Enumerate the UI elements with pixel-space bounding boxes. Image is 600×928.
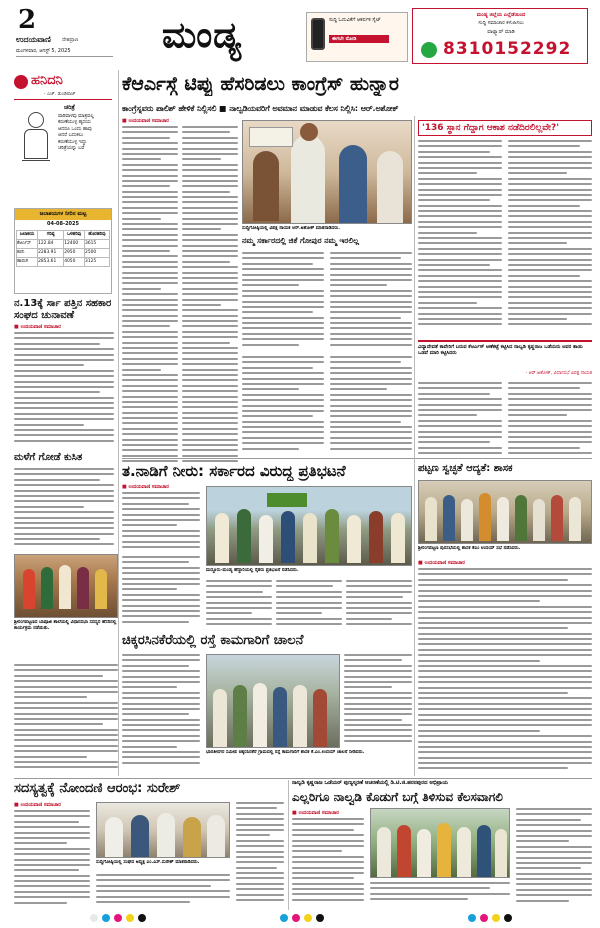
app-ad-sub: ಈಗಲೇ ನೋಡಿ <box>329 35 389 43</box>
tn-body-col3 <box>122 556 200 628</box>
cartoon-illustration <box>18 112 54 172</box>
app-ad <box>306 12 408 62</box>
main-lower-col4 <box>508 382 592 458</box>
main-lower-col3 <box>418 382 502 458</box>
main-body-col2 <box>182 126 238 476</box>
registration-mark <box>102 914 110 922</box>
pull-quote-box <box>418 340 592 376</box>
poem-line: ಚರಿತ್ರೆಯನ್ನು ಬರೆ <box>58 146 85 152</box>
poem-line: ಆದರೂ ಒಂದು ಹಾವು <box>58 126 92 132</box>
tn-title: ತ.ನಾಡಿಗೆ ನೀರು: ಸರ್ಕಾರದ ವಿರುದ್ಧ ಪ್ರತಿಭಟನೆ <box>122 462 346 480</box>
table-cell: 3615 <box>85 240 110 249</box>
poem-line: ಪಾರಿವಾಳವು ಮಾತ್ರವಲ್ಲ <box>58 114 94 119</box>
table-cell: 4050 <box>64 258 85 267</box>
bottom-left-body-col1 <box>14 810 90 908</box>
poem-line: ಆದರೆ ಬದುಕಲು <box>58 133 84 139</box>
subhead-body-col1 <box>242 252 324 352</box>
bottom-left-body-col3 <box>236 802 284 908</box>
column-rule <box>118 70 119 776</box>
main-body-col1 <box>122 126 178 476</box>
honey-box <box>14 72 112 200</box>
registration-mark <box>468 914 476 922</box>
press-meet-caption: ಸುದ್ದಿಗೋಷ್ಠಿಯಲ್ಲಿ ಸಂಘದ ಅಧ್ಯಕ್ಷ ಎಂ.ಎಸ್.ಸುರೇಶ್ ಮಾತನಾಡಿದರು. <box>96 860 200 865</box>
side-quote: '136 ಸ್ಥಾನ ಗೆದ್ದಾಗ ಆಕಾಶ ನಡೆದಿರಲಿಲ್ಲವೇ?' <box>418 120 592 136</box>
dam-table-title: ಜಲಾಶಯಗಳ ನೀರಿನ ಮಟ್ಟ <box>15 209 111 220</box>
bottom-right-body-col2 <box>370 882 510 908</box>
road-title: ಚಿಕ್ಕರಸಿನಕೆರೆಯಲ್ಲಿ ರಸ್ತೆ ಕಾಮಗಾರಿಗೆ ಚಾಲನೆ <box>122 633 304 648</box>
left-story2-title: ಮಳೆಗೆ ಗೋಡೆ ಕುಸಿತ <box>14 452 83 463</box>
table-cell: ಕೆಆರ್ಎಸ್ <box>17 240 38 249</box>
phone-icon <box>311 18 325 50</box>
honey-author: - ಎಚ್. ಡುಂಡಿರಾಜ್ <box>44 92 76 97</box>
main-title: ಕೆಆರ್ಎಸ್ಗೆ ಟಿಪ್ಪು ಹೆಸರಿಡಲು ಕಾಂಗ್ರೆಸ್ ಹುನ್ನಾರ <box>122 73 399 95</box>
left-story1-body <box>14 332 114 448</box>
bottom-right-title: ಎಲ್ಲರಿಗೂ ನಾಲ್ವಡಿ ಕೊಡುಗೆ ಬಗ್ಗೆ ತಿಳಿಸುವ ಕೆಲಸವಾಗಲಿ <box>292 790 503 804</box>
table-cell: 2283.91 <box>38 249 64 258</box>
protest-photo <box>206 486 412 566</box>
registration-mark <box>114 914 122 922</box>
bottom-left-byline: ■ ಉದಯವಾಣಿ ಸಮಾಚಾರ <box>14 802 61 808</box>
bottom-right-body-col1 <box>292 818 364 908</box>
tn-byline: ■ ಉದಯವಾಣಿ ಸಮಾಚಾರ <box>122 484 169 490</box>
table-cell: 2500 <box>85 249 110 258</box>
paper-tag: ದೇಶಪ್ರಾಣ <box>62 37 79 43</box>
registration-mark <box>280 914 288 922</box>
registration-mark <box>292 914 300 922</box>
left-story2-body <box>14 468 114 550</box>
ceremony-photo <box>370 808 510 878</box>
table-header: ಒಳಹರಿವು <box>64 231 85 240</box>
column-rule <box>288 780 289 910</box>
registration-mark <box>504 914 512 922</box>
table-header: ಹೊರಹರಿವು <box>85 231 110 240</box>
table-header: ಗರಿಷ್ಠ <box>38 231 64 240</box>
dam-table <box>14 208 112 294</box>
town-byline: ■ ಉದಯವಾಣಿ ಸಮಾಚಾರ <box>418 560 465 566</box>
table-cell: ಕಬಿನಿ <box>17 249 38 258</box>
dateline: ಮಂಗಳವಾರ, ಆಗಸ್ಟ್ 5, 2025 <box>16 48 71 54</box>
poem-line: ಕರುಣೆಯುಳ್ಳ ಹೃದಯ <box>58 120 91 126</box>
poem-text <box>58 114 112 152</box>
town-body <box>418 568 592 778</box>
left-story1-byline: ■ ಉದಯವಾಣಿ ಸಮಾಚಾರ <box>14 324 61 330</box>
tn-body-col1 <box>122 492 200 552</box>
app-ad-text: ಸುದ್ದಿ ಓದುವಿಕೆಗೆ ಆಕರ್ಷಕ ಸೈಟ್ <box>329 17 381 23</box>
town-title: ಪಟ್ಟಣ ಸ್ವಚ್ಛತೆ ಆದ್ಯತೆ: ಶಾಸಕ <box>418 463 513 474</box>
registration-mark <box>304 914 312 922</box>
tn-body-col6 <box>346 580 412 628</box>
road-photo <box>206 654 340 748</box>
honey-rule <box>14 99 112 100</box>
pull-quote-author: - ಆರ್.ಅಶೋಕ್, ವಿಧಾನಸಭೆ ವಿಪಕ್ಷ ನಾಯಕ <box>525 371 592 376</box>
road-body-col1 <box>122 654 200 772</box>
meeting-photo-caption: ಶ್ರೀರಂಗಪಟ್ಟಣ ಪುರಸಭೆಯಲ್ಲಿ ಶಾಸಕ ಕೆಎಂ ಉದಯ್ ಸಭೆ ನಡೆಸಿದರು. <box>418 546 521 551</box>
honey-logo-icon <box>14 75 28 89</box>
whatsapp-ad-label: ವಾಟ್ಸ್ಯಾಪ್ ಮಾಡಿ <box>487 29 515 35</box>
poem-title: ಚರಿತ್ರೆ <box>64 104 75 111</box>
side-body-col1 <box>418 140 502 336</box>
table-cell: 2853.61 <box>38 258 64 267</box>
tn-body-col5 <box>276 580 342 628</box>
table-row <box>17 258 110 267</box>
dam-table-date: 04-08-2025 <box>47 221 79 227</box>
section-title: ಮಂಡ್ಯ <box>162 15 243 56</box>
press-meet-photo <box>96 802 230 858</box>
table-cell: 12400 <box>64 240 85 249</box>
side-body-col2 <box>508 140 592 336</box>
table-cell: 2950 <box>64 249 85 258</box>
whatsapp-ad-top: ಮಂಡ್ಯ ಜಿಲ್ಲೆಯ ಎಲ್ಲೆಡೆಯಿಂದ <box>476 12 526 18</box>
divider <box>14 778 592 779</box>
road-body-col2 <box>344 654 412 748</box>
main-title-bar <box>122 72 592 98</box>
left-lower-body <box>14 664 118 774</box>
group-photo <box>14 554 118 618</box>
whatsapp-icon <box>421 42 437 58</box>
column-rule <box>414 116 415 776</box>
main-lower-col2 <box>330 356 412 456</box>
main-lower-col1 <box>242 356 324 456</box>
registration-mark <box>316 914 324 922</box>
masthead <box>0 0 600 70</box>
tn-body-col4 <box>206 580 272 628</box>
registration-mark <box>480 914 488 922</box>
table-header: ಜಲಾಶಯ <box>17 231 38 240</box>
masthead-rule <box>16 56 113 57</box>
bottom-right-kicker: ನಾಲ್ವಡಿ ಕೃಷ್ಣರಾಜ ಒಡೆಯರ್ ಪುಣ್ಯಸ್ಮರಣೆ ಆಚರಣೆಯಲ್ಲಿ ಡಿ.ಟಿ.ಜಿ.ಹರನಪುರದ ಅಭಿಪ್ರಾಯ <box>292 780 448 786</box>
registration-mark <box>138 914 146 922</box>
left-story1-title: ನ.13ಕ್ಕೆ ರ್ಸಾ ಪತ್ತಿನ ಸಹಕಾರ ಸಂಘದ ಚುನಾವಣೆ <box>14 298 112 321</box>
group-photo-caption: ಶ್ರೀರಂಗಪಟ್ಟಣದ ಬಾಪೂಜಿ ಶಾಲೆಯಲ್ಲಿ ವಿಧಾನಸಭಾ ಸದಸ್ಯರ ಹೆಸರಿನಲ್ಲಿ ಕಾರ್ಯಕ್ರಮ ನಡೆಯಿತು. <box>14 620 117 631</box>
table-cell: ಹಾರಂಗಿ <box>17 258 38 267</box>
divider <box>122 458 592 459</box>
bottom-left-body-col2 <box>96 874 230 908</box>
honey-logo: ಹನಿದನಿ <box>31 73 63 88</box>
subhead-body-col2 <box>330 252 412 352</box>
whatsapp-ad <box>412 8 588 64</box>
table-row <box>17 249 110 258</box>
main-byline: ■ ಉದಯವಾಣಿ ಸಮಾಚಾರ <box>122 118 169 124</box>
table-cell: 3125 <box>85 258 110 267</box>
bottom-right-byline: ■ ಉದಯವಾಣಿ ಸಮಾಚಾರ <box>292 810 339 816</box>
table-cell: 122.84 <box>38 240 64 249</box>
page-number: 2 <box>18 5 37 35</box>
registration-mark <box>90 914 98 922</box>
main-photo <box>242 120 412 224</box>
registration-mark <box>492 914 500 922</box>
pull-quote-text: ವಿದ್ಯಾದೇವತೆ ಕಾವೇರಿಗೆ ಬರುವ ಕೆಆರ್ಎಸ್ ಅಣೆಕಟ್ಟೆ ಕಟ್ಟಿಸಿದ ನಾಲ್ವಡಿ ಕೃಷ್ಣರಾಜ ಒಡೆಯರು ಅವರ ತಾಯಿ ಒಡವೆ ಮಾರಿ ಕಟ್ಟಿಸಿದರು <box>418 344 583 356</box>
bottom-left-title: ಸದಸ್ಯತ್ವಕ್ಕೆ ನೋಂದಣಿ ಆರಂಭ: ಸುರೇಶ್ <box>14 781 181 796</box>
meeting-photo <box>418 480 592 544</box>
whatsapp-ad-lines: ಸುದ್ದಿ ಸಮಾಚಾರ ಕಳುಹಿಸಲು <box>478 20 524 26</box>
poem-line: ಕರುಣೆಯುಳ್ಳ ಇದ್ದು <box>58 139 87 145</box>
dam-data-table <box>16 230 110 267</box>
paper-name: ಉದಯವಾಣಿ <box>16 35 51 44</box>
whatsapp-phone: 8310152292 <box>443 39 572 59</box>
bottom-right-body-col3 <box>516 808 592 908</box>
registration-mark <box>126 914 134 922</box>
road-photo-caption: ಭಾರತೀನಗರ ಸಮೀಪ ಚಿಕ್ಕರಸಿನಕೆರೆ ಗ್ರಾಮದಲ್ಲಿ ರಸ್ತೆ ಕಾಮಗಾರಿಗೆ ಶಾಸಕ ಕೆ.ಎಂ.ಉದಯ್ ಚಾಲನೆ ನೀಡಿದರು. <box>206 750 365 755</box>
protest-photo-caption: ಮದ್ದೂರು-ಮಂಡ್ಯ ಹೆದ್ದಾರಿಯಲ್ಲಿ ರೈತರು ಪ್ರತಿಭಟನೆ ನಡೆಸಿದರು. <box>206 568 299 573</box>
main-subtitle: ಕಾಂಗ್ರೆಸ್ನವರು ಪಾಲಿಶ್ ಹೇಳಿಕೆ ನಿಲ್ಲಿಸಲಿ ■ ನಾಲ್ವಡಿಯವರಿಗೆ ಅವಮಾನ ಮಾಡುವ ಕೆಲಸ ನಿಲ್ಲಿಸಿ: ಆರ್.ಅಶೋಕ್ <box>122 104 399 113</box>
main-photo-caption: ಸುದ್ದಿಗೋಷ್ಠಿಯಲ್ಲಿ ವಿಪಕ್ಷ ನಾಯಕ ಆರ್.ಅಶೋಕ್ ಮಾತನಾಡಿದರು. <box>242 226 341 231</box>
main-subhead: ನಮ್ಮ ಸರ್ಕಾರದಲ್ಲಿ ಜಿಕೆ ಗೋಪುರ ನಮ್ಮ ಇರಲಿಲ್ಲ <box>242 236 359 245</box>
table-row <box>17 240 110 249</box>
